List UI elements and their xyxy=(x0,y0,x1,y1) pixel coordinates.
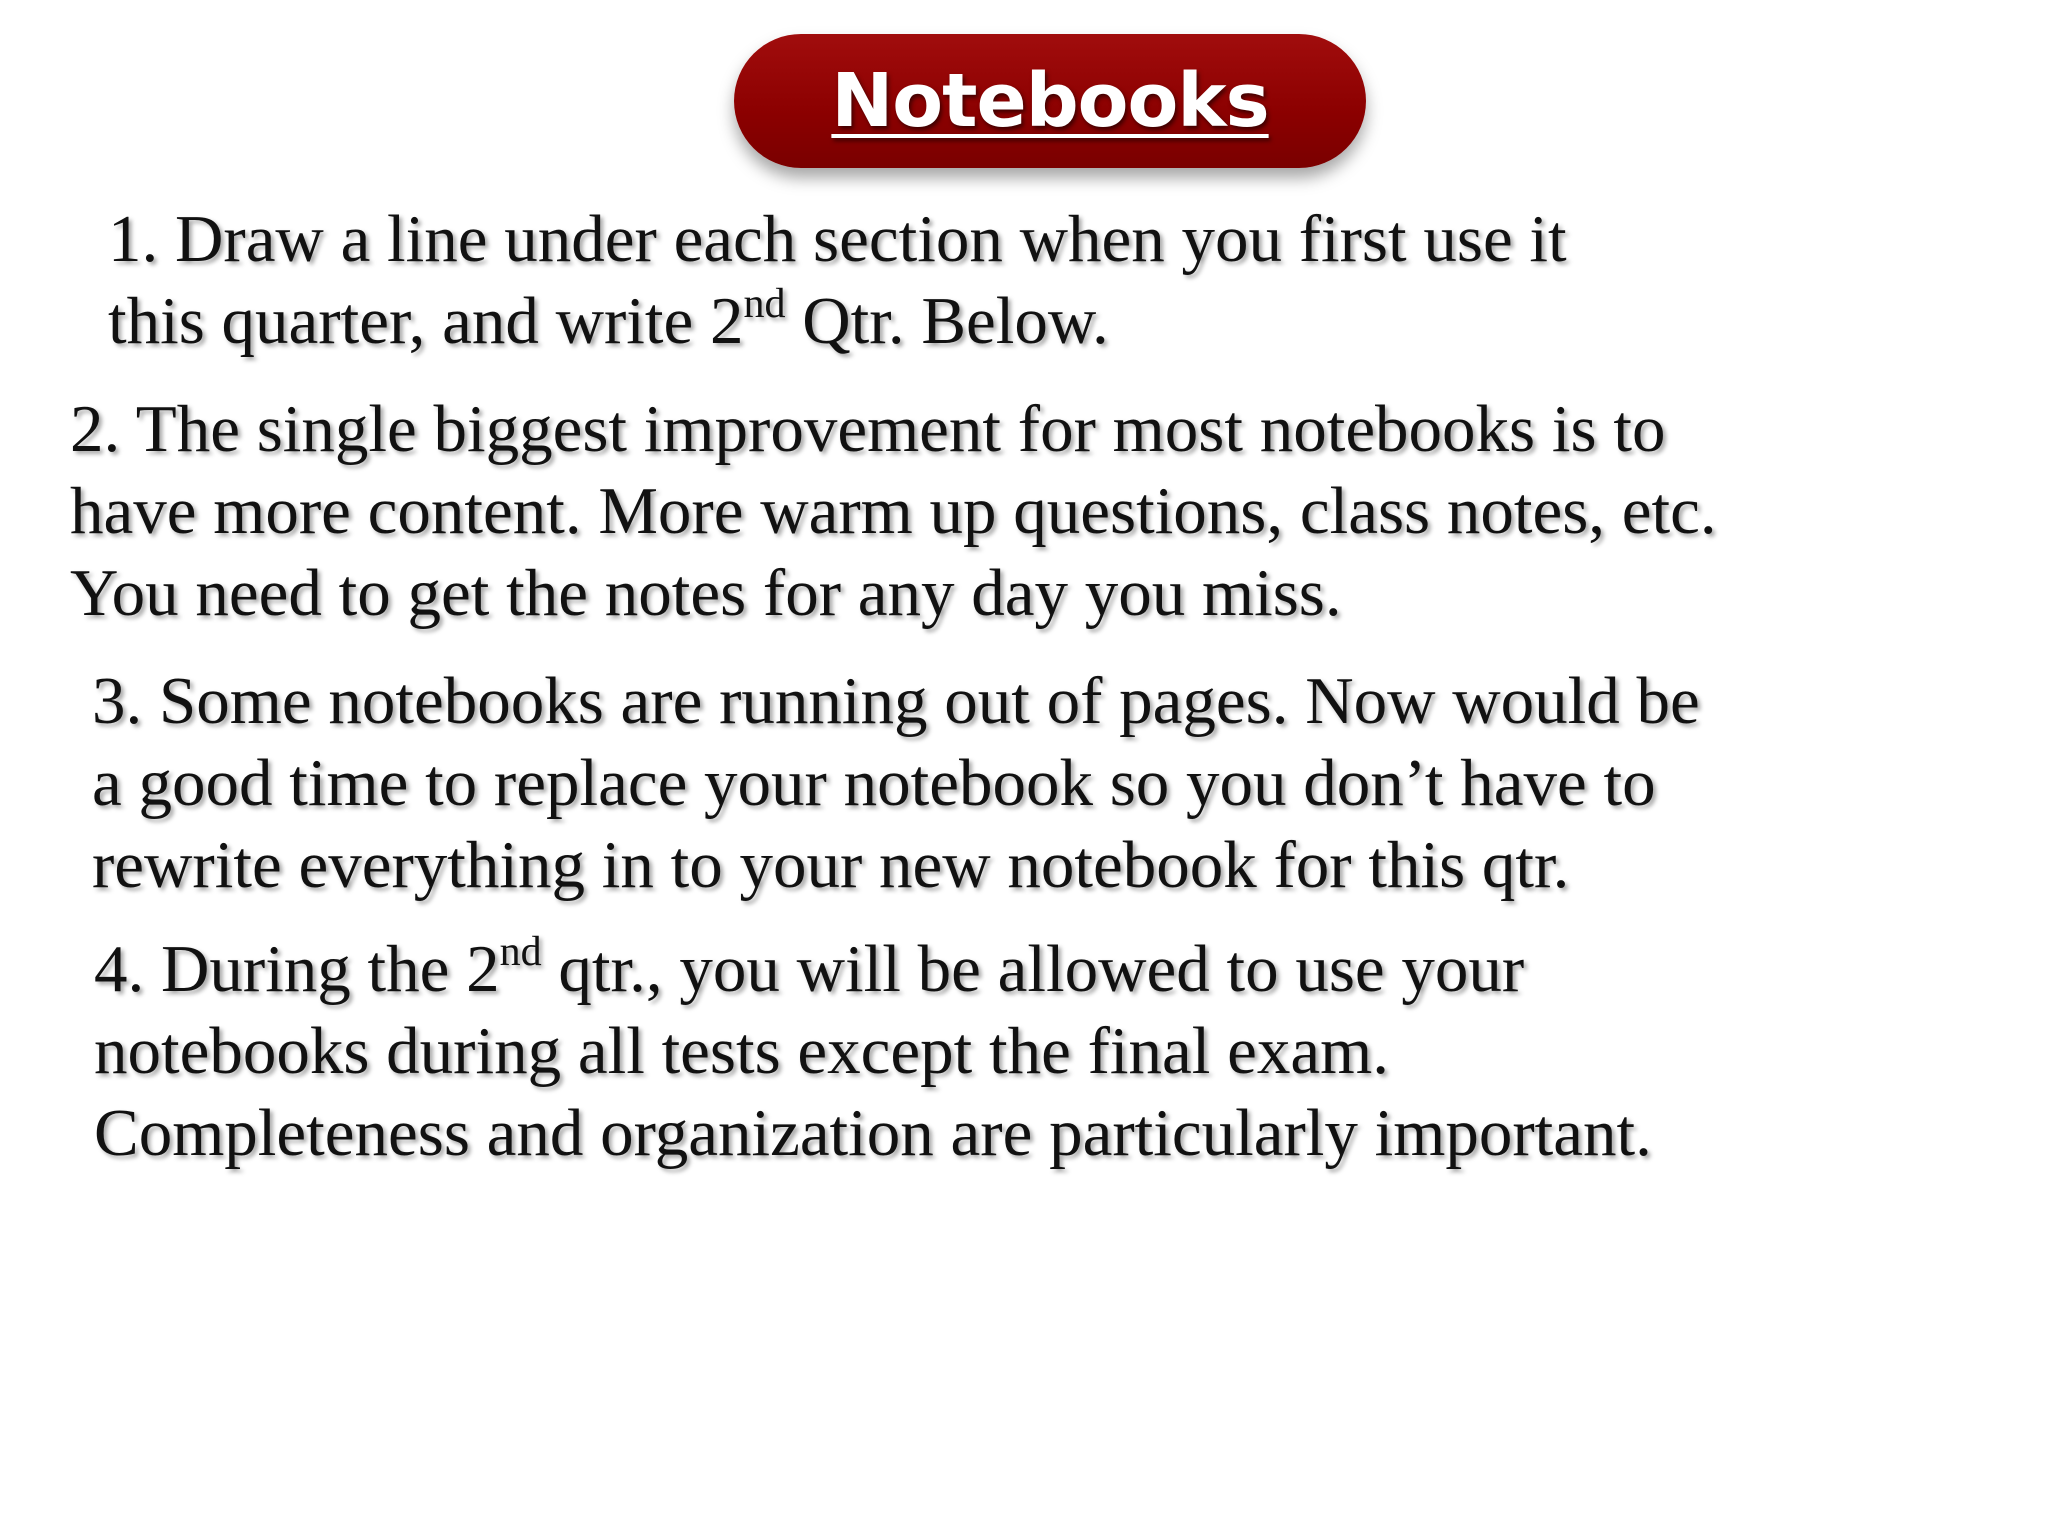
item-4-line-1-after: qtr., you will be allowed to use your xyxy=(541,932,1525,1006)
ordinal-suffix: nd xyxy=(499,929,542,975)
item-4-line-3: Completeness and organization are particularly important. xyxy=(94,1096,1652,1170)
item-1-line-1: 1. Draw a line under each section when you first use it xyxy=(108,202,1567,276)
item-4-line-1 xyxy=(94,928,1652,1010)
list-item-3 xyxy=(92,660,1700,906)
item-3-line-3: rewrite everything in to your new notebook for this qtr. xyxy=(92,828,1570,902)
item-1-line-2-before: this quarter, and write 2 xyxy=(108,284,744,358)
item-1-line-2-after: Qtr. Below. xyxy=(785,284,1109,358)
item-4-line-1-before: 4. During the 2 xyxy=(94,932,500,1006)
item-2-line-3: You need to get the notes for any day you miss. xyxy=(70,556,1342,630)
list-item-2 xyxy=(70,388,1717,634)
title-banner xyxy=(734,34,1366,168)
list-item-4 xyxy=(94,928,1652,1174)
item-2-line-2: have more content. More warm up questions, class notes, etc. xyxy=(70,474,1717,548)
item-1-line-2 xyxy=(108,280,1567,362)
list-item-1 xyxy=(108,198,1567,362)
item-2-line-1: 2. The single biggest improvement for most notebooks is to xyxy=(70,392,1666,466)
item-4-line-2: notebooks during all tests except the final exam. xyxy=(94,1014,1389,1088)
item-3-line-2: a good time to replace your notebook so you don’t have to xyxy=(92,746,1656,820)
item-3-line-1: 3. Some notebooks are running out of pages. Now would be xyxy=(92,664,1700,738)
slide-title: Notebooks xyxy=(831,58,1269,144)
ordinal-suffix: nd xyxy=(743,281,786,327)
